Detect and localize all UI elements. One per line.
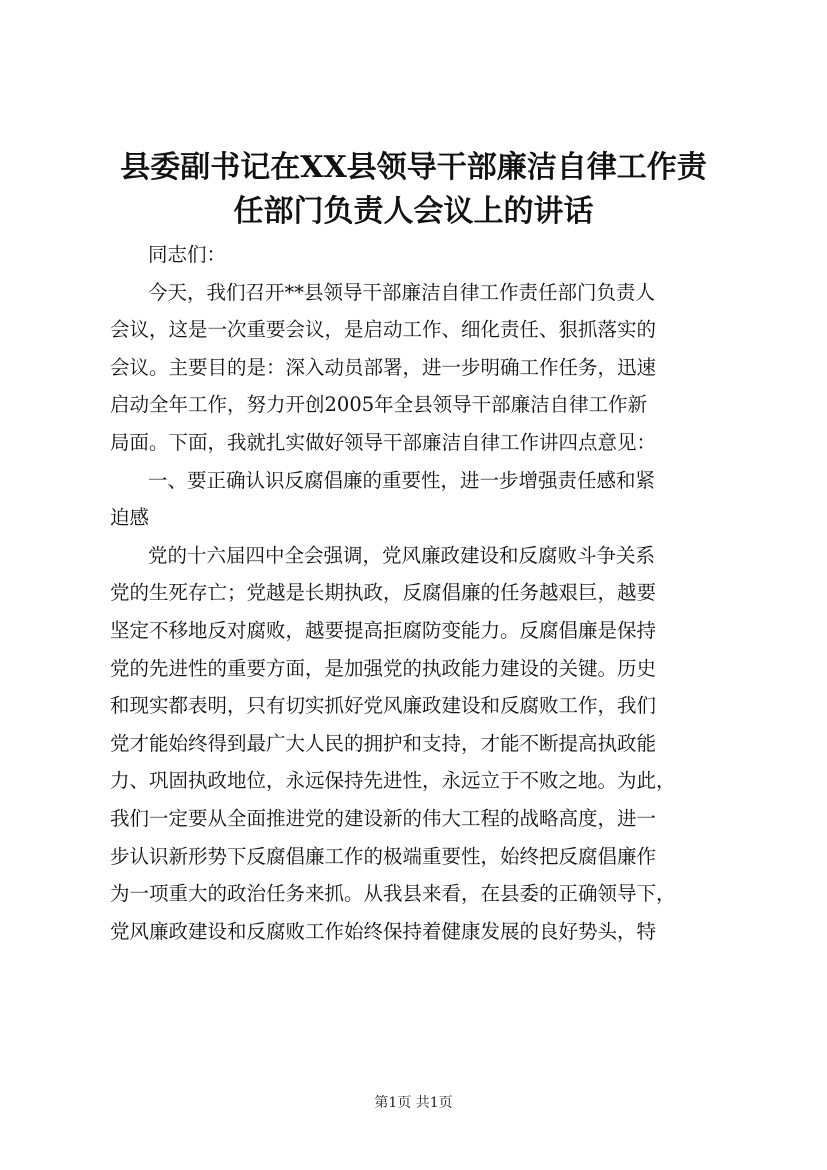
salutation	[110, 236, 720, 274]
text-line: 为一项重大的政治任务来抓。从我县来看，在县委的正确领导下，	[110, 882, 676, 906]
salutation-text: 同志们：	[148, 243, 227, 266]
text-line: 党的先进性的重要方面，是加强党的执政能力建设的关键。历史	[110, 656, 657, 680]
text-line: 局面。下面，我就扎实做好领导干部廉洁自律工作讲四点意见：	[110, 430, 657, 454]
text-line: 和现实都表明，只有切实抓好党风廉政建设和反腐败工作，我们	[110, 694, 657, 718]
title-line: 县委副书记在XX县领导干部廉洁自律工作责	[120, 150, 707, 185]
section-heading-1	[110, 462, 720, 537]
page-number-footer: 第1页 共1页	[374, 1095, 453, 1111]
paragraph-intro	[110, 274, 720, 462]
text-line: 今天，我们召开**县领导干部廉洁自律工作责任部门负责人	[148, 280, 656, 304]
text-line: 党的十六届四中全会强调，党风廉政建设和反腐败斗争关系	[148, 543, 656, 567]
text-line: 党才能始终得到最广大人民的拥护和支持，才能不断提高执政能	[110, 731, 657, 755]
document-title	[110, 146, 717, 234]
text-line: 会议，这是一次重要会议，是启动工作、细化责任、狠抓落实的	[110, 318, 657, 342]
text-line: 迫感	[110, 506, 150, 530]
text-line: 党的生死存亡；党越是长期执政，反腐倡廉的任务越艰巨，越要	[110, 581, 657, 605]
text-line: 力、巩固执政地位，永远保持先进性，永远立于不败之地。为此，	[110, 769, 676, 793]
text-line: 一、要正确认识反腐倡廉的重要性，进一步增强责任感和紧	[148, 468, 656, 492]
paragraph-body	[110, 537, 720, 951]
document-body	[110, 236, 720, 950]
text-line: 我们一定要从全面推进党的建设新的伟大工程的战略高度，进一	[110, 806, 657, 830]
text-line: 步认识新形势下反腐倡廉工作的极端重要性，始终把反腐倡廉作	[110, 844, 657, 868]
text-line: 坚定不移地反对腐败，越要提高拒腐防变能力。反腐倡廉是保持	[110, 618, 657, 642]
title-line: 任部门负责人会议上的讲话	[233, 194, 594, 229]
text-line: 会议。主要目的是：深入动员部署，进一步明确工作任务，迅速	[110, 355, 657, 379]
text-line: 启动全年工作，努力开创2005年全县领导干部廉洁自律工作新	[110, 393, 648, 417]
text-line: 党风廉政建设和反腐败工作始终保持着健康发展的良好势头，特	[110, 919, 657, 943]
